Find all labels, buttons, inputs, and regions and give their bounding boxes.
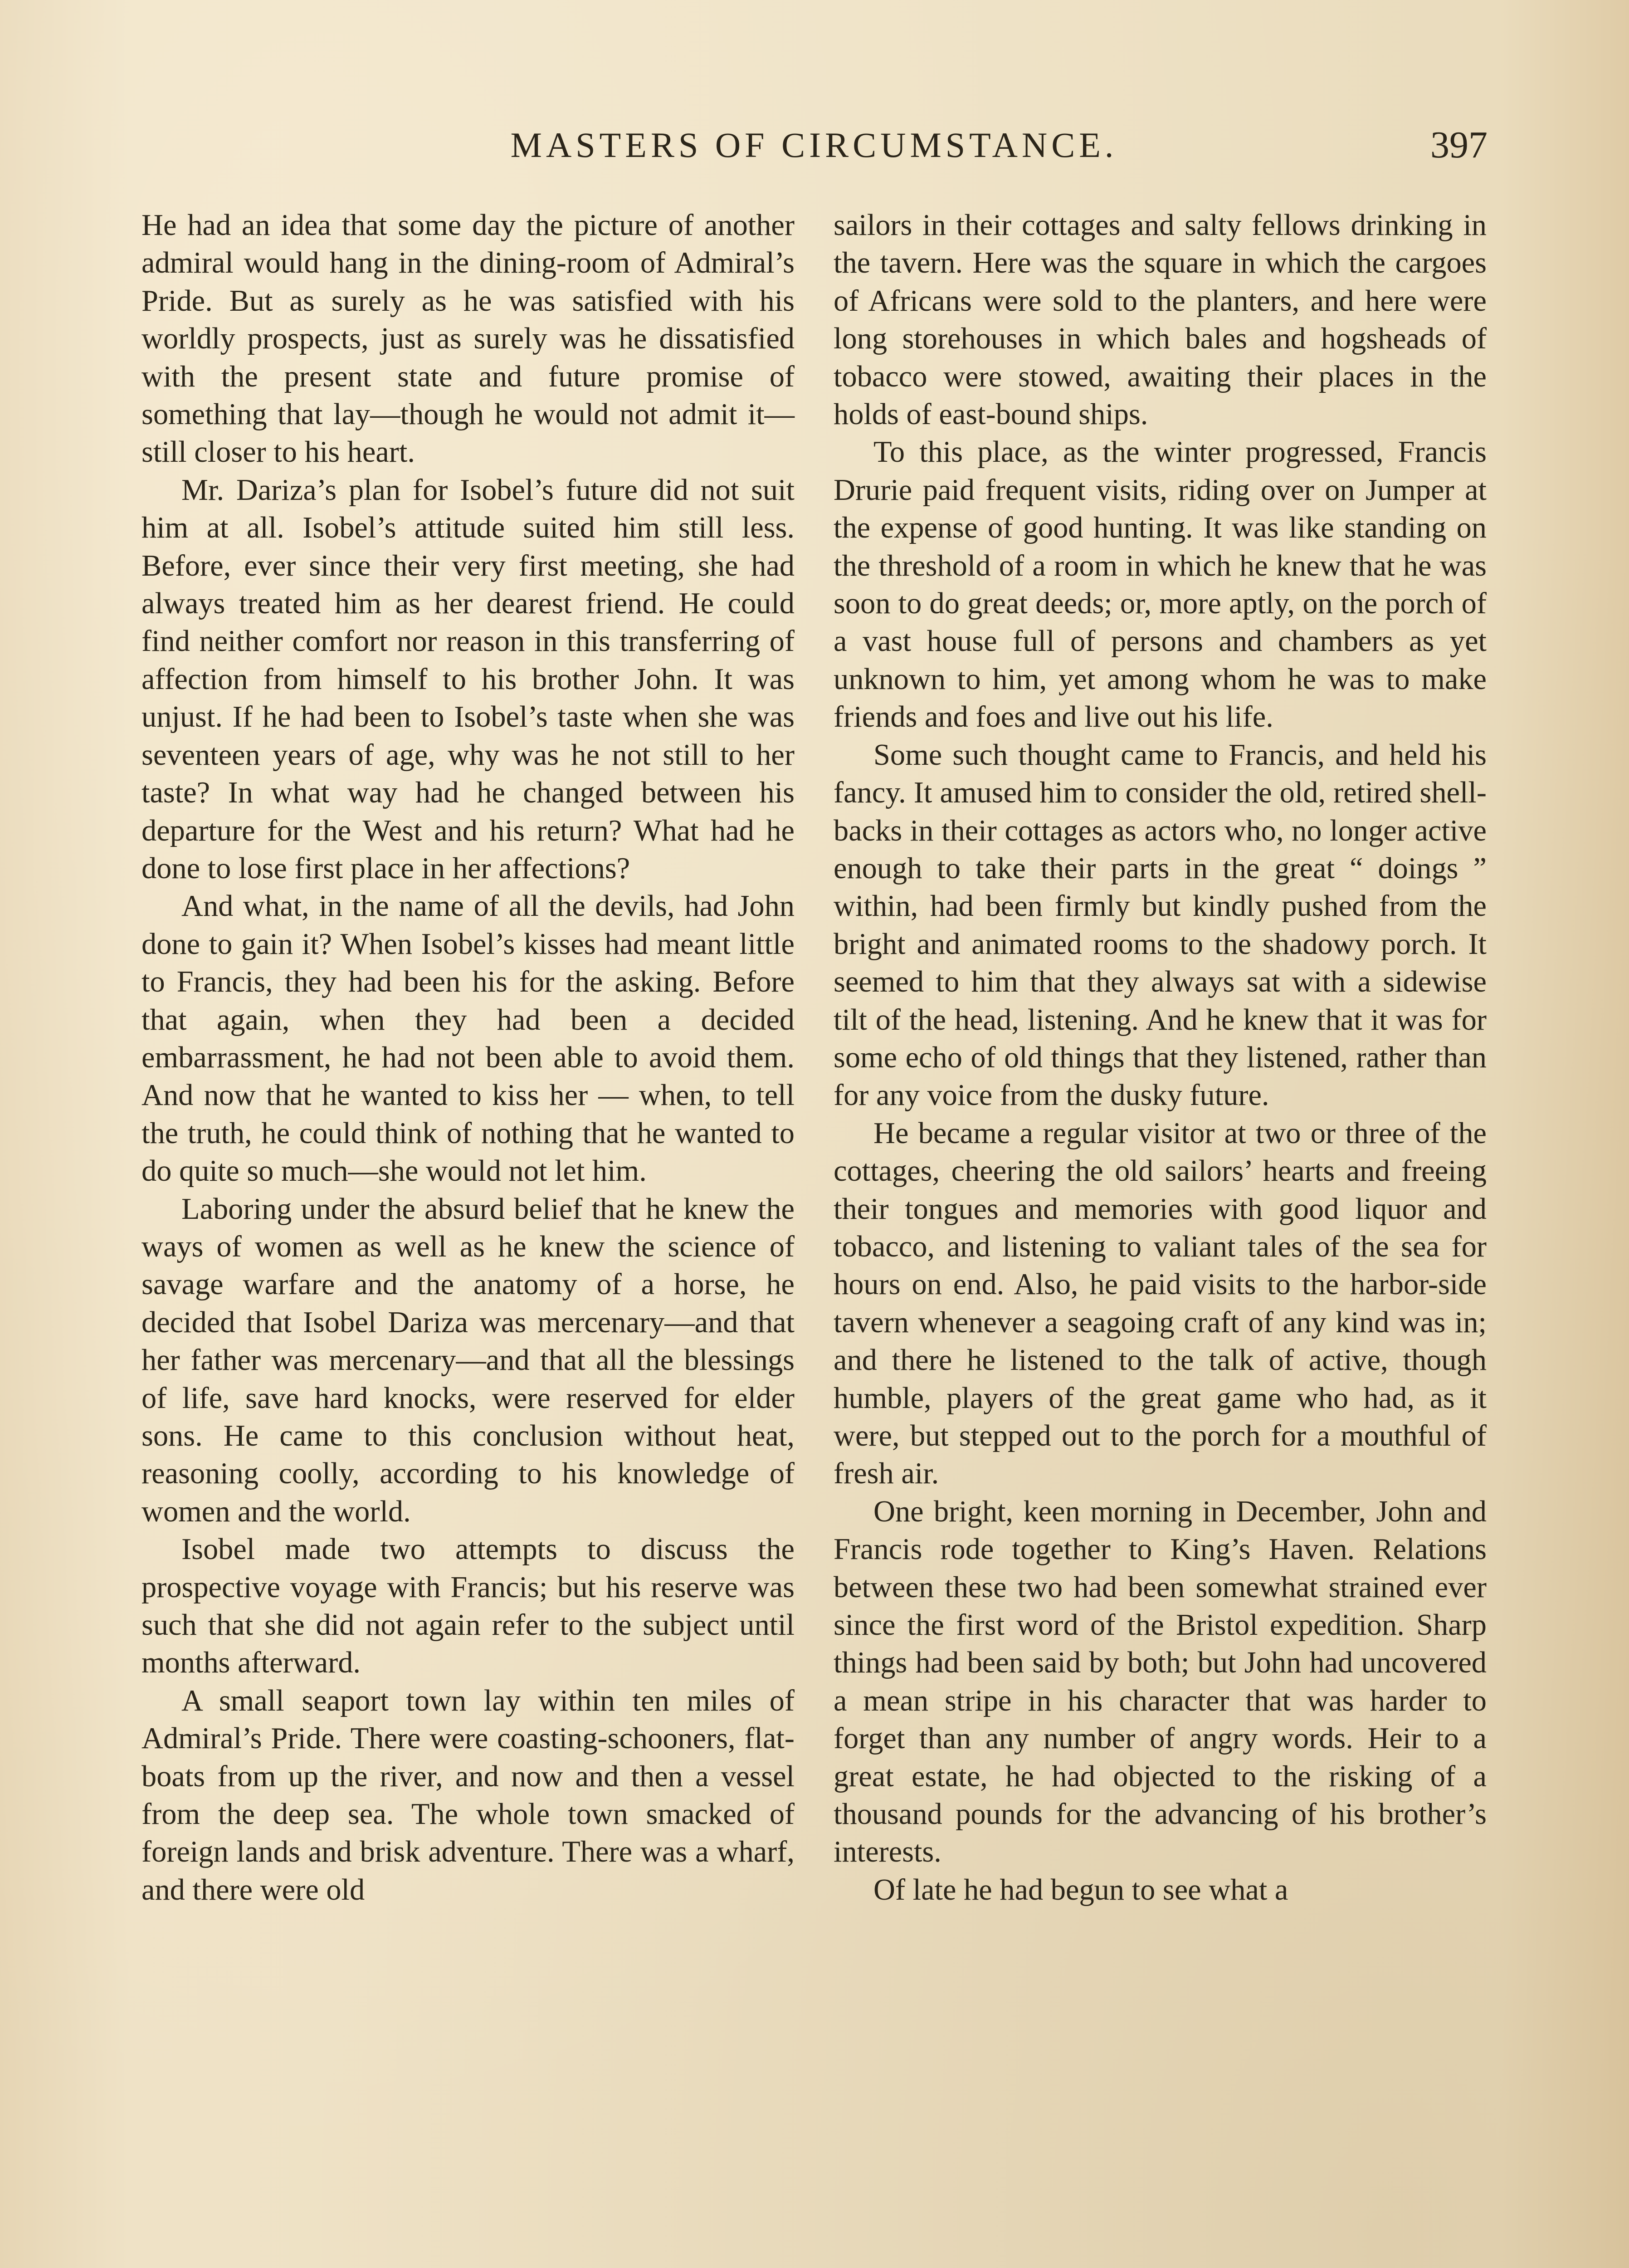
- paragraph-2: Mr. Dariza’s plan for Isobel’s future did not suit him at all. Isobel’s attitude suited him still less. Before, ever since their very first meeting, she had always treated him as her dearest friend. He could find neither comfort nor reason in this transferring of affection from himself to his brother John. It was unjust. If he had been to Isobel’s taste when she was seventeen years of age, why was he not still to her taste? In what way had he changed between his departure for the West and his return? What had he done to lose first place in her affections?: [141, 473, 795, 885]
- paragraph-10: He became a regular visitor at two or three of the cottages, cheering the old sailors’ hearts and freeing their tongues and memories with good liquor and tobacco, and listening to valiant tales of the sea for hours on end. Also, he paid visits to the harbor-side tavern whenever a seagoing craft of any kind was in; and there he listened to the talk of active, though humble, players of the great game who had, as it were, but stepped out to the porch for a mouthful of fresh air.: [834, 1116, 1487, 1491]
- running-title: MASTERS OF CIRCUMSTANCE.: [510, 125, 1118, 165]
- page-header: [141, 122, 1488, 177]
- paragraph-6: A small seaport town lay within ten miles of Admiral’s Pride. There were coasting-schooners, flat-boats from up the river, and now and then a vessel from the deep sea. The whole town smacked of foreign lands and brisk adventure. There was a wharf, and there were old: [141, 1684, 795, 1906]
- paragraph-1: He had an idea that some day the picture of another admiral would hang in the dining-room of Admiral’s Pride. But as surely as he was satisfied with his worldly prospects, just as surely was he dissatisfied with the present state and future promise of something that lay—though he would not admit it—still closer to his heart.: [141, 209, 795, 469]
- paragraph-3: And what, in the name of all the devils, had John done to gain it? When Isobel’s kisses had meant little to Francis, they had been his for the asking. Before that again, when they had been a decided embarrassment, he had not been able to avoid them. And now that he wanted to kiss her — when, to tell the truth, he could think of nothing that he wanted to do quite so much—she would not let him.: [141, 890, 795, 1188]
- paragraph-8: To this place, as the winter progressed, Francis Drurie paid frequent visits, riding over on Jumper at the expense of good hunting. It was like standing on the threshold of a room in which he knew that he was soon to do great deeds; or, more aptly, on the porch of a vast house full of persons and chambers as yet unknown to him, yet among whom he was to make friends and foes and live out his life.: [834, 435, 1487, 734]
- paragraph-4: Laboring under the absurd belief that he knew the ways of women as well as he knew the science of savage warfare and the anatomy of a horse, he decided that Isobel Dariza was mercenary—and that her father was mercenary—and that all the blessings of life, save hard knocks, were reserved for elder sons. He came to this conclusion without heat, reasoning coolly, according to his knowledge of women and the world.: [141, 1192, 795, 1528]
- page-number: 397: [1430, 124, 1488, 166]
- paragraph-11: One bright, keen morning in December, John and Francis rode together to King’s Haven. Relations between these two had been somewhat strained ever since the first word of the Bristol expedition. Sharp things had been said by both; but John had uncovered a mean stripe in his character that was harder to forget than any number of angry words. Heir to a great estate, he had objected to the risking of a thousand pounds for the advancing of his brother’s interests.: [834, 1495, 1487, 1869]
- paragraph-12: Of late he had begun to see what a: [873, 1873, 1288, 1906]
- left-column: [141, 206, 795, 1909]
- paragraph-7: sailors in their cottages and salty fellows drinking in the tavern. Here was the square in which the cargoes of Africans were sold to the planters, and here were long storehouses in which bales and hogsheads of tobacco were stowed, awaiting their places in the holds of east-bound ships.: [834, 209, 1487, 431]
- paragraph-9: Some such thought came to Francis, and held his fancy. It amused him to consider the old, retired shell-backs in their cottages as actors who, no longer active enough to take their parts in the great “ doings ” within, had been firmly but kindly pushed from the bright and animated rooms to the shadowy porch. It seemed to him that they always sat with a sidewise tilt of the head, listening. And he knew that it was for some echo of old things that they listened, rather than for any voice from the dusky future.: [834, 738, 1487, 1112]
- paragraph-5: Isobel made two attempts to discuss the prospective voyage with Francis; but his reserve was such that she did not again refer to the subject until months afterward.: [141, 1533, 795, 1680]
- right-column: [834, 206, 1487, 1909]
